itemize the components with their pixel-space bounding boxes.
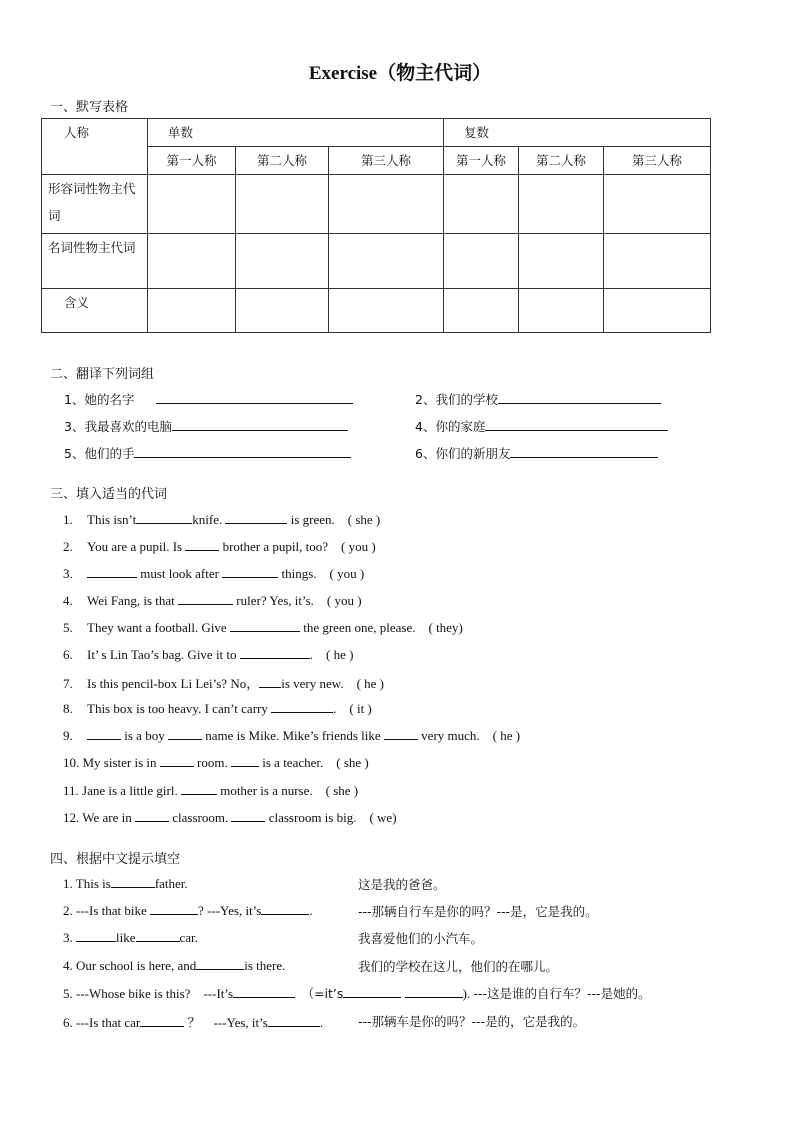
exercise-item: 3. must look after things. ( you ) [63, 566, 365, 581]
answer-blank[interactable] [222, 565, 278, 578]
exercise-item: 1. This isn’t knife. is green. ( she ) [63, 512, 381, 527]
answer-blank[interactable] [76, 929, 116, 942]
row-label-noun: 名词性物主代词 [42, 234, 148, 289]
answer-blank[interactable] [87, 565, 137, 578]
translate-item: 1、她的名字 [64, 390, 353, 408]
header-person: 人称 [42, 119, 148, 175]
answer-cell[interactable] [604, 234, 711, 289]
answer-blank[interactable] [196, 957, 244, 970]
pronoun-table [41, 118, 711, 333]
header-singular-first: 第一人称 [148, 147, 236, 175]
answer-blank[interactable] [178, 592, 233, 605]
header-singular-second: 第二人称 [236, 147, 329, 175]
answer-blank[interactable] [231, 809, 265, 822]
answer-blank[interactable] [343, 985, 401, 998]
answer-blank[interactable] [510, 445, 658, 458]
answer-blank[interactable] [136, 929, 180, 942]
row-label-meaning: 含义 [42, 289, 148, 333]
answer-blank[interactable] [498, 391, 661, 404]
answer-cell[interactable] [444, 175, 519, 234]
answer-cell[interactable] [236, 234, 329, 289]
hint-item-cn: 这是我的爸爸。 [358, 877, 446, 892]
hint-item-en: 2. ---Is that bike ? ---Yes, it’s . [63, 903, 313, 918]
answer-blank[interactable] [136, 511, 192, 524]
answer-cell[interactable] [329, 289, 444, 333]
header-plural: 复数 [444, 119, 711, 147]
hint-item-cn: ---这是谁的自行车？---是她的。 [473, 986, 651, 1001]
answer-blank[interactable] [150, 902, 198, 915]
answer-cell[interactable] [519, 234, 604, 289]
answer-cell[interactable] [519, 175, 604, 234]
exercise-item: 2. You are a pupil. Is brother a pupil, too? ( you ) [63, 539, 376, 554]
hint-item-cn: ---那辆自行车是你的吗？---是，它是我的。 [358, 904, 598, 919]
hint-item-en: 3. like car. [63, 930, 198, 945]
answer-blank[interactable] [181, 782, 217, 795]
answer-blank[interactable] [134, 445, 351, 458]
exercise-item: 10. My sister is in room. is a teacher. ( she ) [63, 755, 369, 770]
answer-blank[interactable] [172, 418, 348, 431]
answer-blank[interactable] [405, 985, 463, 998]
translate-item: 2、我们的学校 [415, 390, 661, 408]
answer-cell[interactable] [444, 289, 519, 333]
answer-blank[interactable] [233, 985, 295, 998]
row-label-adjective: 形容词性物主代词 [42, 175, 148, 234]
translate-item: 3、我最喜欢的电脑 [64, 417, 348, 435]
hint-item-cn: ---那辆车是你的吗？---是的，它是我的。 [358, 1014, 586, 1029]
answer-blank[interactable] [140, 1014, 184, 1027]
exercise-item: 8. This box is too heavy. I can’t carry . ( it ) [63, 701, 372, 716]
hint-item-cn: 我喜爱他们的小汽车。 [358, 931, 484, 946]
header-singular: 单数 [148, 119, 444, 147]
header-plural-first: 第一人称 [444, 147, 519, 175]
translate-item: 5、他们的手 [64, 444, 351, 462]
answer-cell[interactable] [236, 175, 329, 234]
answer-blank[interactable] [231, 754, 259, 767]
answer-cell[interactable] [519, 289, 604, 333]
answer-blank[interactable] [384, 727, 418, 740]
hint-item-en: 6. ---Is that car ？ ---Yes, it’s . [63, 1015, 324, 1030]
exercise-item: 5. They want a football. Give the green one, please. ( they) [63, 620, 463, 635]
translate-item: 6、你们的新朋友 [415, 444, 658, 462]
answer-blank[interactable] [135, 809, 169, 822]
exercise-item: 12. We are in classroom. classroom is big. ( we) [63, 810, 397, 825]
section4-heading: 四、根据中文提示填空 [50, 852, 181, 867]
answer-cell[interactable] [148, 234, 236, 289]
answer-blank[interactable] [230, 619, 300, 632]
answer-blank[interactable] [261, 902, 309, 915]
exercise-item: 11. Jane is a little girl. mother is a nurse. ( she ) [63, 783, 359, 798]
header-singular-third: 第三人称 [329, 147, 444, 175]
section1-heading: 一、默写表格 [50, 100, 129, 115]
header-plural-second: 第二人称 [519, 147, 604, 175]
answer-cell[interactable] [329, 234, 444, 289]
answer-blank[interactable] [268, 1014, 320, 1027]
answer-blank[interactable] [485, 418, 668, 431]
page-title: Exercise（物主代词） [308, 63, 492, 84]
translate-item: 4、你的家庭 [415, 417, 668, 435]
answer-cell[interactable] [148, 289, 236, 333]
hint-item-cn: 我们的学校在这儿，他们的在哪儿。 [358, 959, 559, 974]
answer-cell[interactable] [236, 289, 329, 333]
exercise-item: 6. It’ s Lin Tao’s bag. Give it to . ( he ) [63, 647, 354, 662]
section3-heading: 三、填入适当的代词 [50, 487, 168, 502]
exercise-item: 9. is a boy name is Mike. Mike’s friends like very much. ( he ) [63, 728, 521, 743]
hint-item-en: 1. This is father. [63, 876, 188, 891]
exercise-item: 7. Is this pencil-box Li Lei’s? No， is very new. ( he ) [63, 676, 384, 691]
section2-heading: 二、翻译下列词组 [50, 367, 155, 382]
hint-item-en: 4. Our school is here, and is there. [63, 958, 286, 973]
answer-cell[interactable] [444, 234, 519, 289]
answer-blank[interactable] [156, 391, 353, 404]
answer-blank[interactable] [225, 511, 287, 524]
answer-blank[interactable] [271, 700, 333, 713]
answer-blank[interactable] [259, 675, 281, 688]
answer-cell[interactable] [604, 289, 711, 333]
answer-cell[interactable] [604, 175, 711, 234]
hint-item-en: 5. ---Whose bike is this? ---It’s （=it’s ). ---这是谁的自行车？---是她的。 [63, 986, 651, 1001]
answer-blank[interactable] [87, 727, 121, 740]
exercise-item: 4. Wei Fang, is that ruler? Yes, it’s. ( you ) [63, 593, 362, 608]
answer-blank[interactable] [168, 727, 202, 740]
answer-blank[interactable] [111, 875, 155, 888]
header-plural-third: 第三人称 [604, 147, 711, 175]
answer-cell[interactable] [329, 175, 444, 234]
answer-blank[interactable] [240, 646, 310, 659]
answer-blank[interactable] [160, 754, 194, 767]
answer-blank[interactable] [185, 538, 219, 551]
answer-cell[interactable] [148, 175, 236, 234]
